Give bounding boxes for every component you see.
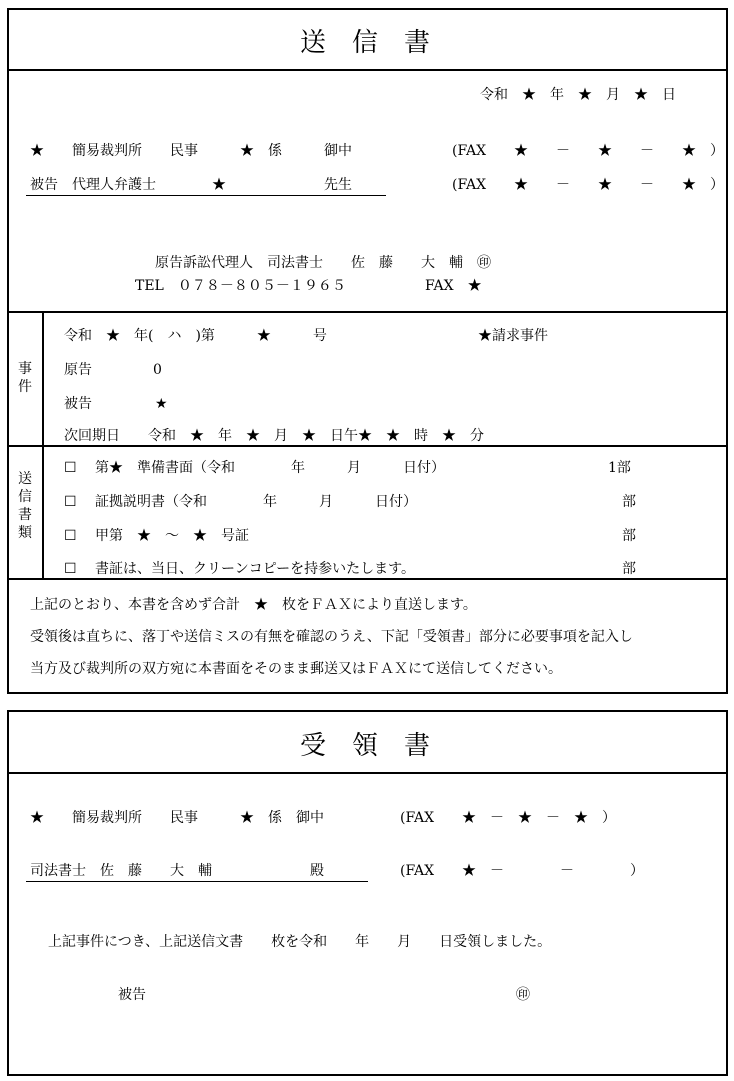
receipt-frame — [7, 710, 728, 1076]
note-line-3: 当方及び裁判所の双方宛に本書面をそのまま郵送又はＦＡＸにて送信してください。 — [30, 661, 562, 677]
document-item-count: 部 — [622, 561, 636, 577]
documents-section-label — [15, 470, 35, 542]
case-claim: ★請求事件 — [478, 328, 548, 344]
sender-tel: TEL ０７８－８０５－１９６５ — [135, 278, 346, 294]
documents-label-text: 送信書類 — [18, 471, 32, 541]
receipt-title: 受 領 書 — [300, 731, 431, 761]
document-item-text: 甲第 ★ ～ ★ 号証 — [95, 528, 250, 544]
transmittal-title: 送 信 書 — [300, 28, 431, 58]
transmittal-date: 令和 ★ 年 ★ 月 ★ 日 — [480, 87, 676, 103]
counsel-fax: (FAX ★ － ★ － ★ ） — [452, 177, 725, 193]
court-fax: (FAX ★ － ★ － ★ ） — [452, 143, 725, 159]
plaintiff-label: 原告 — [64, 362, 92, 378]
note-line-2: 受領後は直ちに、落丁や送信ミスの有無を確認のうえ、下記「受領書」部分に必要事項を記入し — [30, 629, 633, 645]
case-section-top — [7, 311, 728, 313]
document-item-text: 証拠説明書（令和 年 月 日付） — [95, 494, 418, 510]
checkbox-icon[interactable]: ☐ — [64, 561, 77, 577]
document-item — [64, 562, 415, 576]
checkbox-icon[interactable]: ☐ — [64, 528, 77, 544]
receipt-body: 上記事件につき、上記送信文書 枚を令和 年 月 日受領しました。 — [48, 934, 552, 950]
plaintiff-value: 0 — [153, 362, 162, 378]
document-item-text: 第★ 準備書面（令和 年 月 日付） — [95, 460, 446, 476]
documents-section-top — [7, 445, 728, 447]
receipt-court-fax: (FAX ★ － ★ － ★ ） — [400, 810, 617, 826]
court-addressee: ★ 簡易裁判所 民事 ★ 係 御中 — [30, 143, 352, 159]
document-item-count: 部 — [622, 528, 636, 544]
receipt-court-addressee: ★ 簡易裁判所 民事 ★ 係 御中 — [30, 810, 324, 826]
transmittal-title-divider — [7, 69, 728, 71]
counsel-addressee: 被告 代理人弁護士 ★ 先生 — [30, 177, 352, 193]
next-hearing-date: 次回期日 令和 ★ 年 ★ 月 ★ 日午★ ★ 時 ★ 分 — [64, 428, 484, 444]
transmittal-frame — [7, 8, 728, 694]
defendant-label: 被告 — [64, 396, 92, 412]
case-number: 令和 ★ 年( ハ )第 ★ 号 — [64, 328, 327, 344]
document-item — [64, 461, 445, 475]
receipt-scrivener-fax: (FAX ★ － － ） — [400, 863, 645, 879]
sender-fax: FAX ★ — [425, 278, 482, 294]
document-item-text: 書証は、当日、クリーンコピーを持参いたします。 — [95, 561, 416, 577]
checkbox-icon[interactable]: ☐ — [64, 460, 77, 476]
notes-section-top — [7, 578, 728, 580]
receipt-title-divider — [7, 772, 728, 774]
sender-line: 原告訴訟代理人 司法書士 佐 藤 大 輔 ㊞ — [155, 255, 491, 271]
receipt-defendant-label: 被告 — [118, 987, 146, 1003]
document-item — [64, 529, 249, 543]
case-section-label — [15, 360, 35, 396]
receipt-scrivener-addressee: 司法書士 佐 藤 大 輔 殿 — [30, 863, 324, 879]
defendant-value: ★ — [155, 396, 168, 412]
counsel-underline — [26, 195, 386, 196]
document-item — [64, 495, 417, 509]
note-line-1: 上記のとおり、本書を含めず合計 ★ 枚をＦＡＸにより直送します。 — [30, 597, 477, 613]
document-item-count: 部 — [622, 494, 636, 510]
case-label-text: 事件 — [18, 361, 32, 395]
document-item-count: 1部 — [608, 460, 631, 476]
receipt-seal: ㊞ — [516, 987, 530, 1003]
scrivener-underline — [26, 881, 368, 882]
checkbox-icon[interactable]: ☐ — [64, 494, 77, 510]
